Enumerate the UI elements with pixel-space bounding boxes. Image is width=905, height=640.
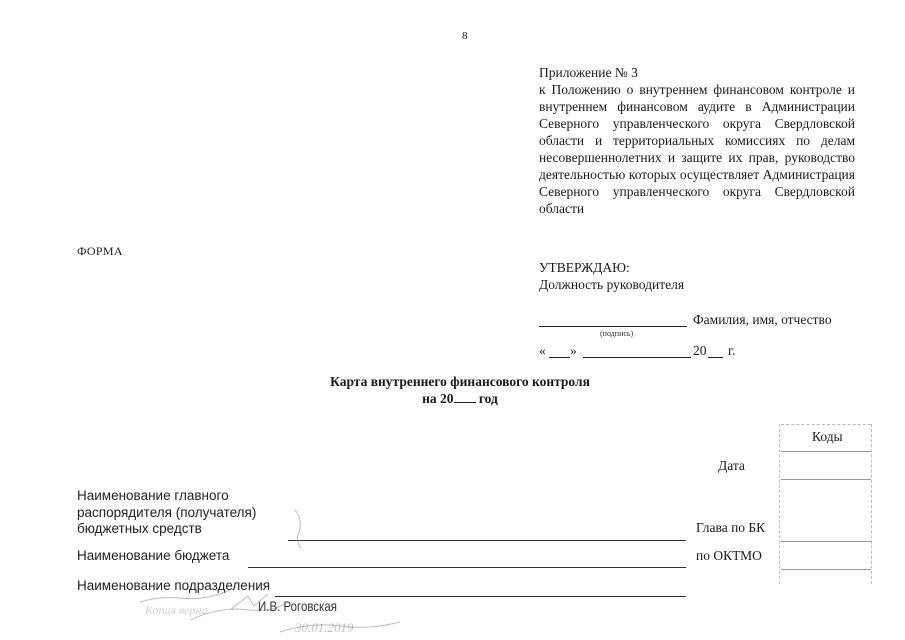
date-open-quote: « — [539, 343, 546, 358]
date-year-prefix: 20 — [693, 343, 707, 358]
stamp-stroke — [140, 590, 230, 602]
date-close-quote: » — [570, 343, 577, 358]
codes-row-divider — [781, 569, 871, 570]
stamp-faded-text: Копия верна — [145, 603, 208, 617]
card-title-line2 — [250, 390, 670, 407]
stamp-faded-date: 30.01.2019 — [295, 620, 354, 635]
date-month-line — [583, 357, 691, 358]
page-number: 8 — [462, 30, 468, 42]
codes-row-divider — [781, 451, 871, 452]
appendix-body: к Положению о внутреннем финансовом контроле и внутреннем финансовом аудите в Администрации Северного управленческого округа Свердловской области и территориальных комиссиях по делам несовершеннолетних и защите их прав, руководство деятельностью которых осуществляет Администрация Северного управленческого округа Свердловской области — [539, 82, 855, 216]
signature-line — [539, 326, 687, 327]
codes-row-divider — [781, 479, 871, 480]
approval-fio: Фамилия, имя, отчество — [693, 312, 832, 327]
card-title — [250, 373, 670, 407]
main-manager-label-line: распорядителя (получателя) — [77, 504, 257, 520]
codes-header: Коды — [812, 429, 843, 444]
form-label: ФОРМА — [77, 244, 123, 258]
card-title-year-suffix: год — [478, 391, 498, 406]
card-title-year-prefix: на 20 — [422, 391, 454, 406]
oktmo-label: по ОКТМО — [696, 548, 762, 563]
glava-bk-label: Глава по БК — [696, 520, 766, 535]
signature-hint: (подпись) — [600, 329, 634, 338]
budget-label: Наименование бюджета — [77, 548, 230, 563]
appendix-block — [539, 64, 855, 217]
main-manager-label-line: бюджетных средств — [77, 521, 202, 536]
codes-box-top — [781, 424, 871, 425]
codes-box-right — [871, 424, 872, 584]
stamp-stroke — [295, 510, 301, 548]
approval-position: Должность руководителя — [539, 277, 685, 292]
date-day-line — [549, 357, 570, 358]
appendix-title: Приложение № 3 — [539, 65, 638, 80]
approval-title: УТВЕРЖДАЮ: — [539, 260, 630, 275]
card-title-year-blank — [454, 390, 476, 403]
date-year-suffix: г. — [728, 343, 736, 358]
card-title-line1: Карта внутреннего финансового контроля — [330, 374, 590, 389]
division-label: Наименование подразделения — [77, 578, 271, 593]
date-code-label: Дата — [718, 458, 745, 473]
date-year-line — [708, 357, 723, 358]
signature-stamp — [130, 492, 430, 640]
signer-name: И.В. Роговская — [258, 598, 337, 614]
codes-row-divider — [781, 541, 871, 542]
codes-box-left — [779, 424, 780, 584]
main-manager-label-line: Наименование главного — [77, 488, 229, 503]
